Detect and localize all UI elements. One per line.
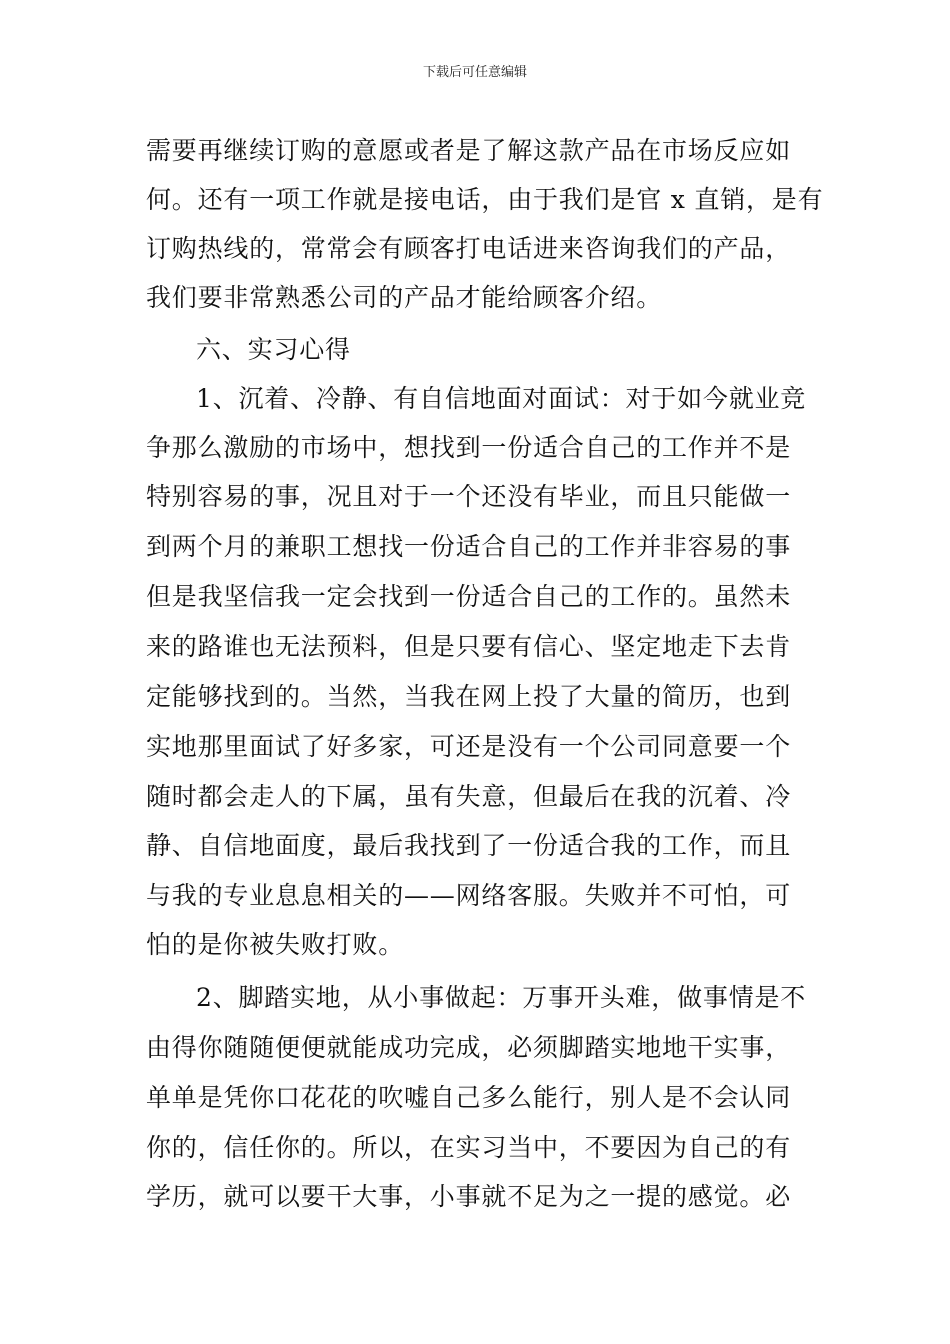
text-line: 学历，就可以要干大事，小事就不足为之一提的感觉。必 [146,1182,792,1211]
text-line: 特别容易的事，况且对于一个还没有毕业，而且只能做一 [146,482,792,511]
page-header: 下载后可任意编辑 [422,65,527,80]
text-line: 由得你随随便便就能成功完成，必须脚踏实地地干实事， [146,1033,792,1062]
paragraph-first-line: 1、沉着、冷静、有自信地面对面试：对于如今就业竞 [196,384,807,413]
text-line: 你的，信任你的。所以，在实习当中，不要因为自己的有 [146,1133,792,1162]
text-line: 单单是凭你口花花的吹嘘自己多么能行，别人是不会认同 [146,1083,792,1112]
text-line: 到两个月的兼职工想找一份适合自己的工作并非容易的事 [146,532,792,561]
text-line: 需要再继续订购的意愿或者是了解这款产品在市场反应如 [146,136,792,165]
section-heading: 六、实习心得 [196,335,351,364]
text-line: 但是我坚信我一定会找到一份适合自己的工作的。虽然未 [146,582,792,611]
text-line: 随时都会走人的下属，虽有失意，但最后在我的沉着、冷 [146,782,792,811]
text-line: 静、自信地面度，最后我找到了一份适合我的工作，而且 [146,831,792,860]
text-line: 订购热线的，常常会有顾客打电话进来咨询我们的产品， [146,234,792,263]
text-line: 定能够找到的。当然，当我在网上投了大量的简历，也到 [146,682,792,711]
text-line: 与我的专业息息相关的——网络客服。失败并不可怕，可 [146,881,792,910]
text-line: 实地那里面试了好多家，可还是没有一个公司同意要一个 [146,732,792,761]
text-line: 争那么激励的市场中，想找到一份适合自己的工作并不是 [146,433,792,462]
paragraph-first-line: 2、脚踏实地，从小事做起：万事开头难，做事情是不 [196,983,807,1012]
text-line: 我们要非常熟悉公司的产品才能给顾客介绍。 [146,283,663,312]
text-line: 来的路谁也无法预料，但是只要有信心、坚定地走下去肯 [146,632,792,661]
text-line: 何。还有一项工作就是接电话，由于我们是官 x 直销，是有 [146,185,824,214]
text-line: 怕的是你被失败打败。 [146,930,405,959]
